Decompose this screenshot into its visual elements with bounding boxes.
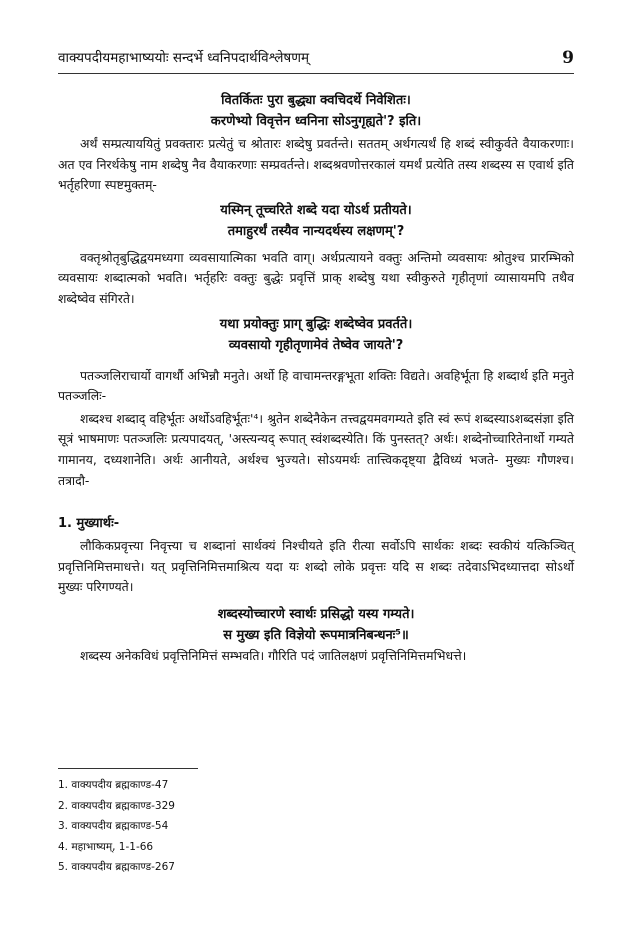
verse-line: शब्दस्योच्चारणे स्वार्थः प्रसिद्धो यस्य गम्यते। <box>217 606 415 622</box>
verse-block <box>58 200 574 242</box>
verse-block <box>58 604 574 646</box>
section-title: मुख्यार्थः- <box>76 516 120 532</box>
page-body <box>58 90 574 667</box>
section-heading <box>58 513 574 534</box>
paragraph: वक्तृश्रोतृबुद्धिद्वयमध्यगा व्यवसायात्मिका भवति वाग्। अर्थप्रत्यायने वक्तुः अन्तिमो व्यवसायः श्रोतुश्च प्रारम्भिको व्यवसायः शब्दात्मको भवति। भर्तृहरिः वक्तुः बुद्धेः प्रवृत्तिं प्राक् शब्देषु यथा स्वीकुरुते गृहीतृणां व्यासायमपि तथैव शब्देष्वेव संगिरते। <box>58 249 574 306</box>
footnote: 2. वाक्यपदीय ब्रह्मकाण्ड-329 <box>58 799 175 812</box>
footnote: 1. वाक्यपदीय ब्रह्मकाण्ड-47 <box>58 779 169 791</box>
paragraph: अर्थं सम्प्रत्याययितुं प्रवक्तारः प्रत्येतुं च श्रोतारः शब्देषु प्रवर्तन्ते। सततम् अर्थगत्यर्थं हि शब्दं स्वीकुर्वते वैयाकरणाः। अत एव निरर्थकेषु नाम शब्देषु नैव वैयाकरणाः सम्प्रवर्तन्ते। शब्दश्रवणोत्तरकालं यमर्थं प्रत्येति तस्य शब्दस्य स एवार्थ इति भर्तृहरिणा स्पष्टमुक्तम्- <box>58 136 574 193</box>
verse-line: तमाहुरर्थं तस्यैव नान्यदर्थस्य लक्षणम्'? <box>227 223 405 239</box>
header-rule <box>58 73 574 74</box>
footnotes <box>58 768 574 878</box>
page-number: 9 <box>562 48 574 68</box>
header-title: वाक्यपदीयमहाभाष्ययोः सन्दर्भे ध्वनिपदार्थविश्लेषणम् <box>58 50 310 66</box>
verse-line: करणेभ्यो विवृत्तेन ध्वनिना सोऽनुगृह्यते'? इति। <box>210 114 422 129</box>
verse-line: वितर्कितः पुरा बुद्ध्या क्वचिदर्थे निवेशितः। <box>221 93 411 108</box>
section-number: 1. <box>58 516 72 532</box>
footnote-rule <box>58 768 198 769</box>
verse-block <box>58 90 574 132</box>
footnote: 4. महाभाष्यम्, 1-1-66 <box>58 840 154 853</box>
paragraph: पतञ्जलिराचार्यो वागर्थौ अभिन्नौ मनुते। अर्थो हि वाचामन्तरङ्गभूता शक्तिः विद्यते। अवहिर्भूता हि शब्दार्थ इति मनुते पतञ्जलिः- <box>58 367 574 404</box>
paragraph: शब्दस्य अनेकविधं प्रवृत्तिनिमित्तं सम्भवति। गौरिति पदं जातिलक्षणं प्रवृत्तिनिमित्तमभिधत्ते। <box>80 647 467 663</box>
footnote: 3. वाक्यपदीय ब्रह्मकाण्ड-54 <box>58 820 169 832</box>
verse-line: यस्मिन् तूच्चरिते शब्दे यदा योऽर्थ प्रतीयते। <box>220 202 412 218</box>
verse-block <box>58 314 574 356</box>
verse-line: व्यवसायो गृहीतृणामेवं तेष्वेव जायते'? <box>228 337 404 353</box>
paragraph: लौकिकप्रवृत्त्या निवृत्त्या च शब्दानां सार्थक्यं निश्चीयते इति रीत्या सर्वोऽपि सार्थकः शब्दः स्वकीयं यत्किञ्चित् प्रवृत्तिनिमित्तमाधत्ते। यत् प्रवृत्तिनिमित्तमाश्रित्य यदा यः शब्दो लोके प्रवृत्तः यदि स शब्दः तदेवाऽभिदध्यात्तदा सोऽर्थो मुख्यः परिगण्यते। <box>58 538 574 595</box>
verse-line: स मुख्य इति विज्ञेयो रूपमात्रनिबन्धनः⁵॥ <box>223 627 409 643</box>
verse-line: यथा प्रयोक्तुः प्राग् बुद्धिः शब्देष्वेव प्रवर्तते। <box>219 316 413 332</box>
running-header <box>58 48 574 70</box>
footnote: 5. वाक्यपदीय ब्रह्मकाण्ड-267 <box>58 861 175 873</box>
paragraph: शब्दश्च शब्दाद् वहिर्भूतः अर्थोऽवहिर्भूतः'⁴। श्रुतेन शब्देनैकेन तत्त्वद्वयमवगम्यते इति स्वं रूपं शब्दस्याऽशब्दसंज्ञा इति सूत्रं भाषमाणः पतञ्जलिः प्रत्यपादयत्, 'अस्त्यन्यद् रूपात् स्वंशब्दस्येति। किं पुनस्तत्? अर्थः। शब्देनोच्चारितेनार्थो गम्यते गामानय, दध्यशानेति। अर्थः आनीयते, अर्थश्च भुज्यते। सोऽयमर्थः तात्त्विकदृष्ट्या द्वैविध्यं भजते- मुख्यः गौणश्च। तत्रादौ- <box>58 410 574 488</box>
